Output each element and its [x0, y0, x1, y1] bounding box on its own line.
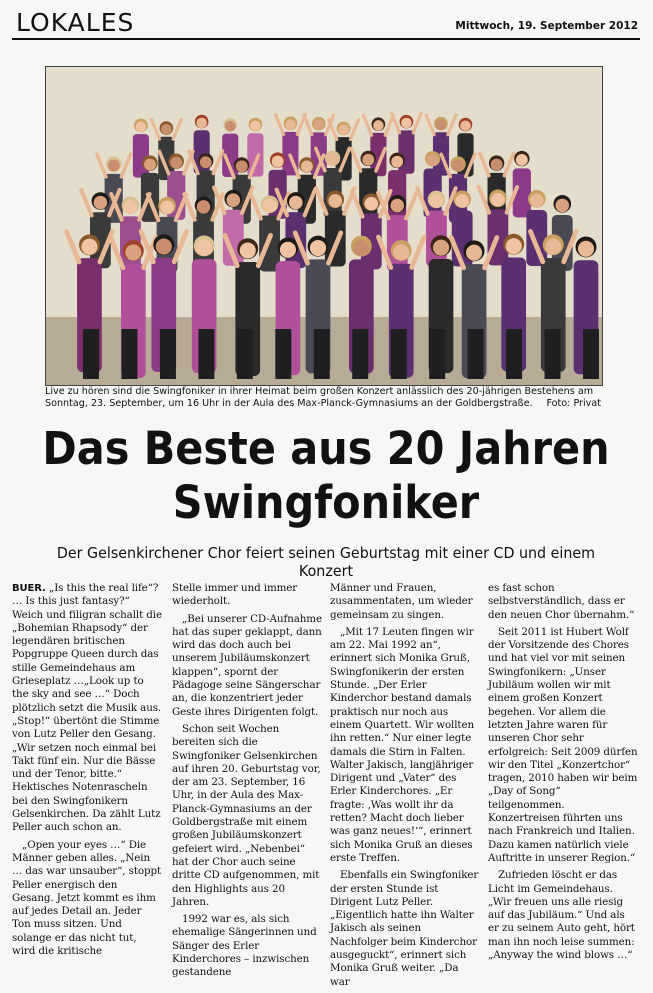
- paragraph-text: „Is this the real life“? … Is this just fantasy?“ Weich und filigran schallt die „Bohemian Rhapsody“ der legendären britischen Popgruppe Queen durch das stille Gemeindehaus am Grieseplatz …„Look up to the sky and see …“ Doch plötzlich setzt die Musik aus. „Stop!“ übertönt die Stimme von Lutz Peller den Gesang. „Wir setzen noch einmal bei Takt fünf ein. Nur die Bässe und der Tenor, bitte.“ Hektisches Notenrascheln bei den Swingfonikern Gelsenkirchen. Da zählt Lutz Peller auch schon an.: [12, 582, 162, 834]
- paragraph: „Open your eyes …“ Die Männer geben alles. „Nein … das war unsauber“, stoppt Peller energisch den Gesang. Jetzt kommt es ihm auf jedes Detail an. Jeder Ton muss sitzen. Und solange er das nicht tut, wird die kritische: [12, 838, 161, 958]
- choir-photo: [45, 66, 603, 386]
- member-legs-shape: [275, 329, 291, 379]
- member-legs-shape: [121, 329, 137, 379]
- headline-line-2: Swingfoniker: [172, 476, 480, 529]
- caption-text: Live zu hören sind die Swingfoniker in ihrer Heimat beim großen Konzert anlässlich des 20-jährigen Bestehens am Sonntag, 23. September, um 16 Uhr in der Aula des Max-Planck-Gymnasiums an der Goldbergstraße.: [45, 386, 594, 409]
- member-legs-shape: [506, 329, 522, 379]
- member-legs-shape: [429, 329, 445, 379]
- paragraph: „Mit 17 Leuten fingen wir am 22. Mai 1992 an“, erinnert sich Monika Gruß, Swingfonikerin der ersten Stunde. „Der Erler Kinderchor bestand damals praktisch nur noch aus einem Quartett. Wir wollten ihn retten.“ Nur einer legte damals die Stirn in Falten. Walter Jakisch, langjähriger Dirigent und „Vater“ des Erler Kinderchores. „Er fragte: ‚Was wollt ihr da retten? Macht doch lieber was ganz neues!‘“, erinnert sich Monika Gruß an dieses erste Treffen.: [330, 625, 474, 864]
- member-legs-shape: [314, 329, 330, 379]
- member-legs-shape: [391, 329, 407, 379]
- article-body: [12, 582, 642, 988]
- choir-group-illustration: [46, 67, 602, 385]
- article-headline: [37, 422, 615, 530]
- paragraph: Zufrieden löscht er das Licht im Gemeindehaus. „Wir freuen uns alle riesig auf das Jubiläum.“ Und als er zu seinem Auto geht, hört man ihn noch leise summen: „Anyway the wind blows …“: [488, 869, 635, 962]
- paragraph: „Bei unserer CD-Aufnahme hat das super geklappt, dann wird das doch auch bei unserem Jubiläumskonzert klappen“, spornt der Pädagoge seine Sängerschar an, die konzentriert jeder Geste ihres Dirigenten folgt.: [172, 612, 322, 718]
- member-legs-shape: [237, 329, 253, 379]
- column-2: [172, 582, 322, 984]
- column-1: [12, 582, 162, 962]
- issue-date: Mittwoch, 19. September 2012: [455, 20, 638, 32]
- headline-line-1: Das Beste aus 20 Jahren: [42, 422, 610, 475]
- paragraph: Ebenfalls ein Swingfoniker der ersten Stunde ist Dirigent Lutz Peller. „Eigentlich hatte ihn Walter Jakisch als seinen Nachfolger beim Kinderchor ausgeguckt“, erinnert sich Monika Gruß weiter. „Da war: [330, 869, 479, 988]
- choir-member-figure: [526, 190, 547, 266]
- paragraph: 1992 war es, als sich ehemalige Sängerinnen und Sänger des Erler Kinderchores – inzwischen gestandene: [172, 913, 317, 979]
- article-subheadline: Der Gelsenkirchener Chor feiert seinen Geburtstag mit einer CD und einem Konzert: [56, 544, 596, 580]
- column-3: [330, 582, 480, 993]
- paragraph: [12, 582, 162, 835]
- member-legs-shape: [545, 329, 561, 379]
- page-header: [12, 6, 640, 40]
- member-legs-shape: [198, 329, 214, 379]
- choir-member-figure: [513, 151, 531, 218]
- choir-member-figure: [247, 118, 263, 177]
- member-legs-shape: [583, 329, 599, 379]
- column-4: [488, 582, 638, 966]
- member-legs-shape: [160, 329, 176, 379]
- paragraph: Schon seit Wochen bereiten sich die Swingfoniker Gelsenkirchen auf ihren 20. Geburtstag vor, der am 23. September, 16 Uhr, in der Aula des Max-Planck-Gymnasiums an der Goldbergstraße mit einem großen Jubiläumskonzert gefeiert wird. „Nebenbei“ hat der Chor auch seine dritte CD aufgenommen, mit den Highlights aus 20 Jahren.: [172, 722, 321, 908]
- paragraph: Seit 2011 ist Hubert Wolf der Vorsitzende des Chores und hat viel vor mit seinen Swingfonikern: „Unser Jubiläum wollen wir mit einem großen Konzert begehen. Vor allem die letzten Jahre waren für unseren Chor sehr erfolgreich: Seit 2009 dürfen wir den Titel „Konzertchor“ tragen, 2010 haben wir beim „Day of Song“ teilgenommen. Konzertreisen führten uns nach Frankreich und Italien. Dazu kamen natürlich viele Auftritte in unserer Region.“: [488, 625, 638, 864]
- section-title: LOKALES: [16, 8, 135, 37]
- photo-caption: [45, 386, 601, 409]
- paragraph: Männer und Frauen, zusammentaten, um wieder gemeinsam zu singen.: [330, 582, 473, 621]
- paragraph: Stelle immer und immer wiederholt.: [172, 582, 298, 608]
- member-legs-shape: [468, 329, 484, 379]
- member-legs-shape: [83, 329, 99, 379]
- dateline: BUER.: [12, 583, 46, 594]
- member-legs-shape: [352, 329, 368, 379]
- photo-credit: Foto: Privat: [546, 397, 601, 409]
- paragraph: es fast schon selbstverständlich, dass er den neuen Chor übernahm.“: [488, 582, 635, 621]
